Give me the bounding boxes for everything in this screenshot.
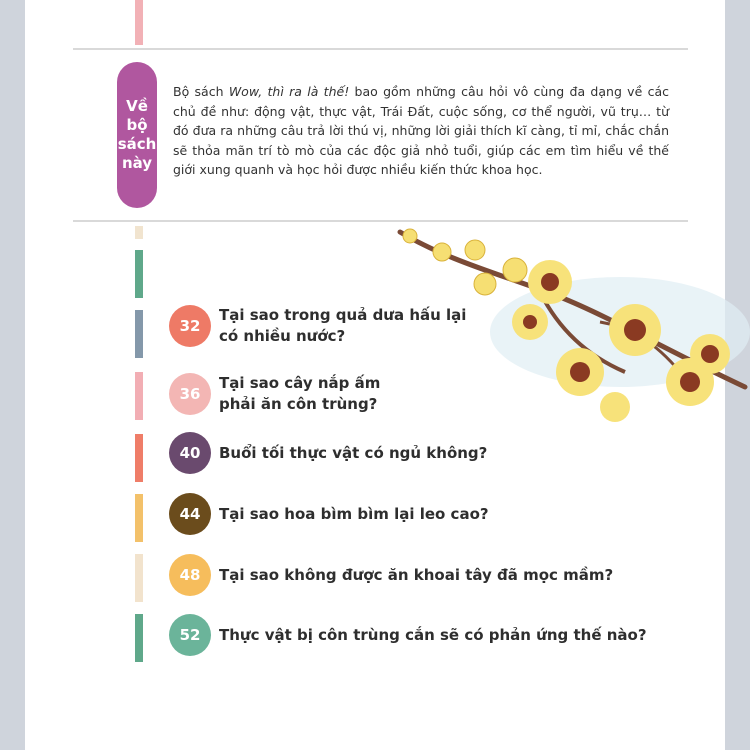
toc-question: Thực vật bị côn trùng cắn sẽ có phản ứng thế nào? [219,625,647,644]
toc-item-4[interactable] [169,493,489,535]
color-strip-beige [135,554,143,602]
intro-lead: Bộ sách [173,84,229,99]
toc-item-2[interactable] [169,373,380,415]
color-strip-slate [135,310,143,358]
divider-top [73,48,688,50]
about-book-badge-label: Về bộ sách này [117,97,157,172]
page-number-badge: 32 [169,305,211,347]
page-number-badge: 40 [169,432,211,474]
toc-item-6[interactable] [169,614,647,656]
color-strip-pink [135,372,143,420]
about-book-badge [117,62,157,208]
book-page [25,0,725,750]
toc-item-1[interactable] [169,305,466,347]
page-number-badge: 52 [169,614,211,656]
toc-question: Tại sao trong quả dưa hấu lại có nhiều nước? [219,306,467,345]
toc-item-5[interactable] [169,554,613,596]
intro-rest: bao gồm những câu hỏi vô cùng đa dạng về các chủ đề như: động vật, thực vật, Trái Đất, cuộc sống, cơ thể người, vũ trụ… từ đó đưa ra những câu trả lời thú vị, những lời giải thích kĩ càng, tỉ mỉ, chắc chắn sẽ thỏa mãn trí tò mò của các độc giả nhỏ tuổi, giúp các em tìm hiểu về thế giới xung quanh và học hỏi được nhiều kiến thức khoa học. [173,84,669,177]
toc-question: Buổi tối thực vật có ngủ không? [219,443,488,462]
toc-item-3[interactable] [169,432,487,474]
intro-book-title: Wow, thì ra là thế! [228,84,350,99]
intro-paragraph [173,82,669,180]
color-strip-cream [135,226,143,239]
color-strip-green [135,250,143,298]
color-strip-coral [135,434,143,482]
page-number-badge: 36 [169,373,211,415]
toc-question: Tại sao hoa bìm bìm lại leo cao? [219,504,489,523]
page-number-badge: 44 [169,493,211,535]
toc-question: Tại sao không được ăn khoai tây đã mọc mầm? [219,565,614,584]
color-strip-green-bottom [135,614,143,662]
page-number-badge: 48 [169,554,211,596]
color-strip-yellow [135,494,143,542]
color-strip-top [135,0,143,45]
toc-question: Tại sao cây nắp ấm phải ăn côn trùng? [219,374,381,413]
